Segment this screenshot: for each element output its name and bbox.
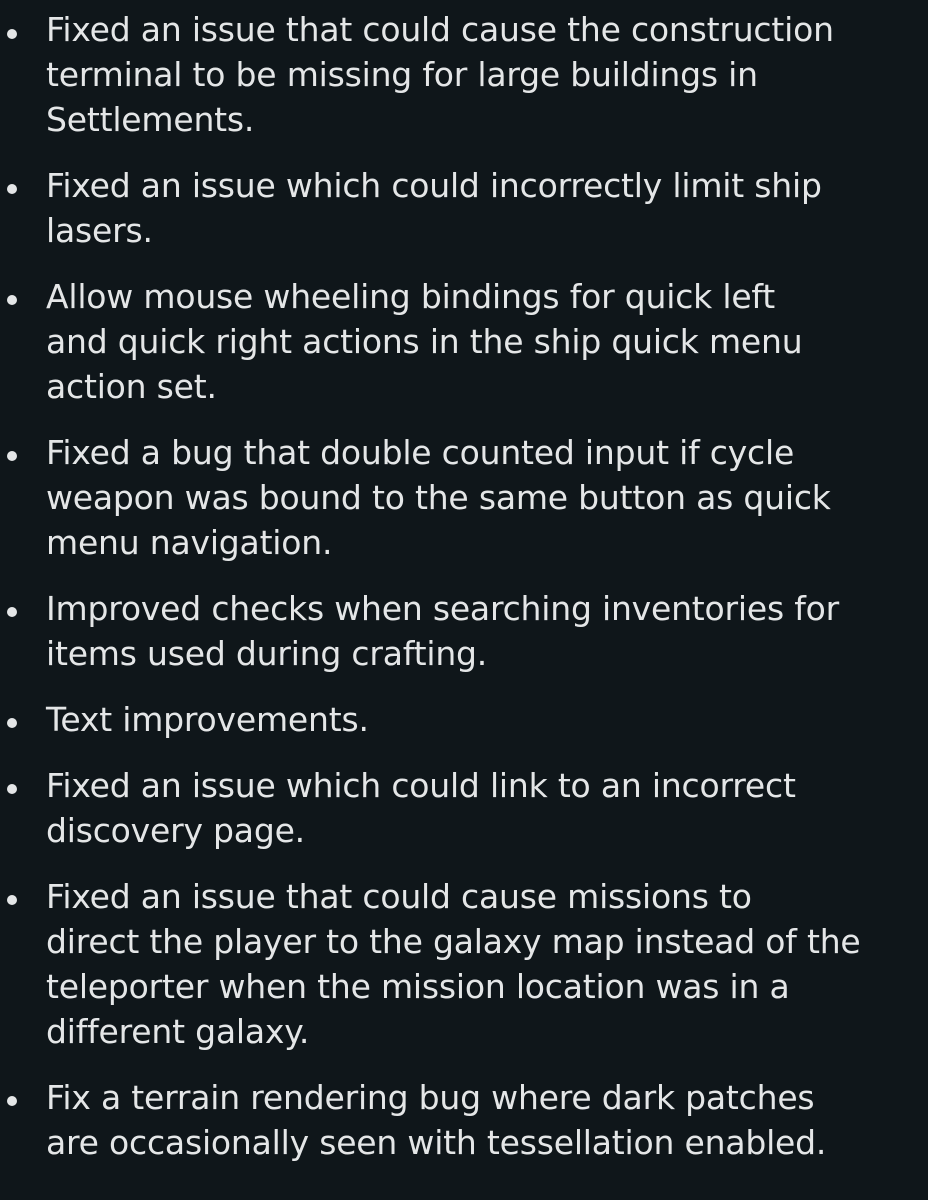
bullet-icon bbox=[7, 295, 17, 305]
bullet-icon bbox=[7, 607, 17, 617]
patch-note-text: Fixed a bug that double counted input if cycle weapon was bound to the same button as quick menu navigation. bbox=[46, 433, 831, 562]
patch-note-text: Fixed an issue that could cause missions to direct the player to the galaxy map instead of the teleporter when the mission location was in a different galaxy. bbox=[46, 877, 861, 1051]
bullet-icon bbox=[7, 1096, 17, 1106]
patch-note-text: Fixed an issue which could incorrectly limit ship lasers. bbox=[46, 166, 822, 250]
bullet-icon bbox=[7, 784, 17, 794]
bullet-icon bbox=[7, 895, 17, 905]
patch-note-text: Allow mouse wheeling bindings for quick left and quick right actions in the ship quick menu action set. bbox=[46, 277, 803, 406]
patch-note-text: Text improvements. bbox=[46, 700, 369, 739]
bullet-icon bbox=[7, 184, 17, 194]
patch-note-text: Fix a terrain rendering bug where dark patches are occasionally seen with tessellation enabled. bbox=[46, 1078, 827, 1162]
bullet-icon bbox=[7, 718, 17, 728]
patch-note-text: Improved checks when searching inventories for items used during crafting. bbox=[46, 589, 840, 673]
bullet-icon bbox=[7, 451, 17, 461]
bullet-icon bbox=[7, 29, 17, 39]
patch-note-text: Fixed an issue which could link to an incorrect discovery page. bbox=[46, 766, 796, 850]
patch-note-text: Fixed an issue that could cause the construction terminal to be missing for large buildings in Settlements. bbox=[46, 10, 834, 139]
